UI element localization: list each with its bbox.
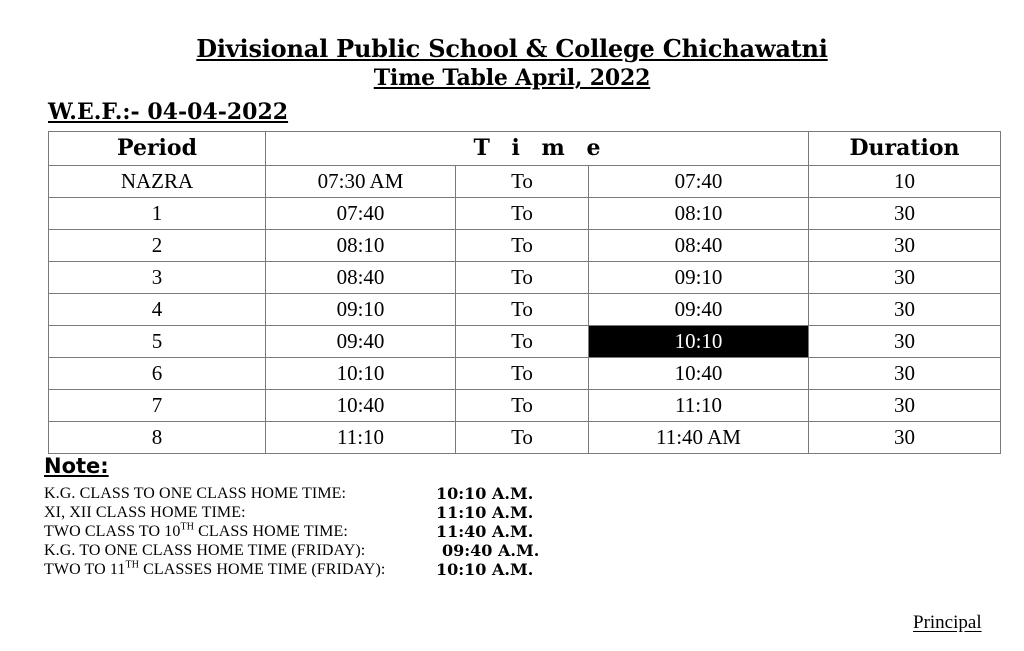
principal-signature: Principal xyxy=(913,612,982,633)
table-row xyxy=(49,422,1001,454)
cell-start: 08:40 xyxy=(266,262,456,294)
note-heading: Note: xyxy=(44,454,109,478)
school-title xyxy=(0,33,1024,64)
document-subtitle xyxy=(0,64,1024,93)
note-item-label: K.G. TO ONE CLASS HOME TIME (FRIDAY): xyxy=(44,542,366,559)
cell-to: To xyxy=(456,230,589,262)
cell-end[interactable]: 10:40 xyxy=(589,358,809,390)
note-item xyxy=(44,560,644,579)
note-item xyxy=(44,503,644,522)
cell-period: 4 xyxy=(49,294,266,326)
cell-duration: 10 xyxy=(809,166,1001,198)
cell-duration: 30 xyxy=(809,422,1001,454)
cell-duration: 30 xyxy=(809,230,1001,262)
cell-end[interactable]: 10:10 xyxy=(589,326,809,358)
note-ordinal-suffix: TH xyxy=(125,559,140,571)
cell-start: 10:10 xyxy=(266,358,456,390)
table-row xyxy=(49,262,1001,294)
table-row xyxy=(49,198,1001,230)
note-item-label: K.G. CLASS TO ONE CLASS HOME TIME: xyxy=(44,485,347,502)
table-row xyxy=(49,326,1001,358)
cell-duration: 30 xyxy=(809,294,1001,326)
cell-to: To xyxy=(456,326,589,358)
document-subtitle-text: Time Table April, 2022 xyxy=(373,65,651,91)
cell-to: To xyxy=(456,166,589,198)
cell-period: 1 xyxy=(49,198,266,230)
note-item-value: 10:10 A.M. xyxy=(436,560,534,579)
school-title-text: Divisional Public School & College Chichawatni xyxy=(196,34,828,63)
table-row xyxy=(49,230,1001,262)
cell-start: 09:10 xyxy=(266,294,456,326)
cell-period: 2 xyxy=(49,230,266,262)
note-item xyxy=(44,522,644,541)
cell-period: 5 xyxy=(49,326,266,358)
header-period: Period xyxy=(49,132,266,166)
cell-start: 08:10 xyxy=(266,230,456,262)
timetable-body xyxy=(49,166,1001,454)
cell-to: To xyxy=(456,390,589,422)
cell-start: 09:40 xyxy=(266,326,456,358)
cell-to: To xyxy=(456,422,589,454)
table-row xyxy=(49,166,1001,198)
cell-period: 6 xyxy=(49,358,266,390)
timetable xyxy=(48,131,1001,454)
cell-period: 3 xyxy=(49,262,266,294)
cell-duration: 30 xyxy=(809,198,1001,230)
cell-end[interactable]: 09:40 xyxy=(589,294,809,326)
cell-start: 07:30 AM xyxy=(266,166,456,198)
table-row xyxy=(49,390,1001,422)
cell-duration: 30 xyxy=(809,326,1001,358)
note-item-value: 10:10 A.M. xyxy=(436,484,534,503)
note-item xyxy=(44,484,644,503)
cell-to: To xyxy=(456,294,589,326)
cell-period: 8 xyxy=(49,422,266,454)
note-item-label: XI, XII CLASS HOME TIME: xyxy=(44,504,246,521)
cell-to: To xyxy=(456,262,589,294)
cell-start: 07:40 xyxy=(266,198,456,230)
cell-end[interactable]: 07:40 xyxy=(589,166,809,198)
cell-end[interactable]: 09:10 xyxy=(589,262,809,294)
cell-duration: 30 xyxy=(809,390,1001,422)
cell-period: NAZRA xyxy=(49,166,266,198)
effective-date: W.E.F.:- 04-04-2022 xyxy=(48,99,289,125)
cell-end[interactable]: 08:10 xyxy=(589,198,809,230)
note-list xyxy=(44,484,644,579)
header-time: T i m e xyxy=(266,132,809,166)
cell-to: To xyxy=(456,358,589,390)
note-ordinal-suffix: TH xyxy=(180,521,195,533)
timetable-container xyxy=(48,131,1000,454)
table-row xyxy=(49,294,1001,326)
cell-duration: 30 xyxy=(809,358,1001,390)
note-item-value: 11:10 A.M. xyxy=(436,503,534,522)
cell-end[interactable]: 08:40 xyxy=(589,230,809,262)
cell-end[interactable]: 11:10 xyxy=(589,390,809,422)
cell-to: To xyxy=(456,198,589,230)
cell-duration: 30 xyxy=(809,262,1001,294)
table-row xyxy=(49,358,1001,390)
note-item xyxy=(44,541,644,560)
cell-start: 11:10 xyxy=(266,422,456,454)
document-header xyxy=(0,33,1024,93)
note-item-value: 09:40 A.M. xyxy=(442,541,540,560)
note-item-value: 11:40 A.M. xyxy=(436,522,534,541)
header-duration: Duration xyxy=(809,132,1001,166)
note-item-label: TWO CLASS TO 10TH CLASS HOME TIME: xyxy=(44,521,348,540)
timetable-header-row xyxy=(49,132,1001,166)
cell-period: 7 xyxy=(49,390,266,422)
note-item-label: TWO TO 11TH CLASSES HOME TIME (FRIDAY): xyxy=(44,559,386,578)
cell-end[interactable]: 11:40 AM xyxy=(589,422,809,454)
cell-start: 10:40 xyxy=(266,390,456,422)
